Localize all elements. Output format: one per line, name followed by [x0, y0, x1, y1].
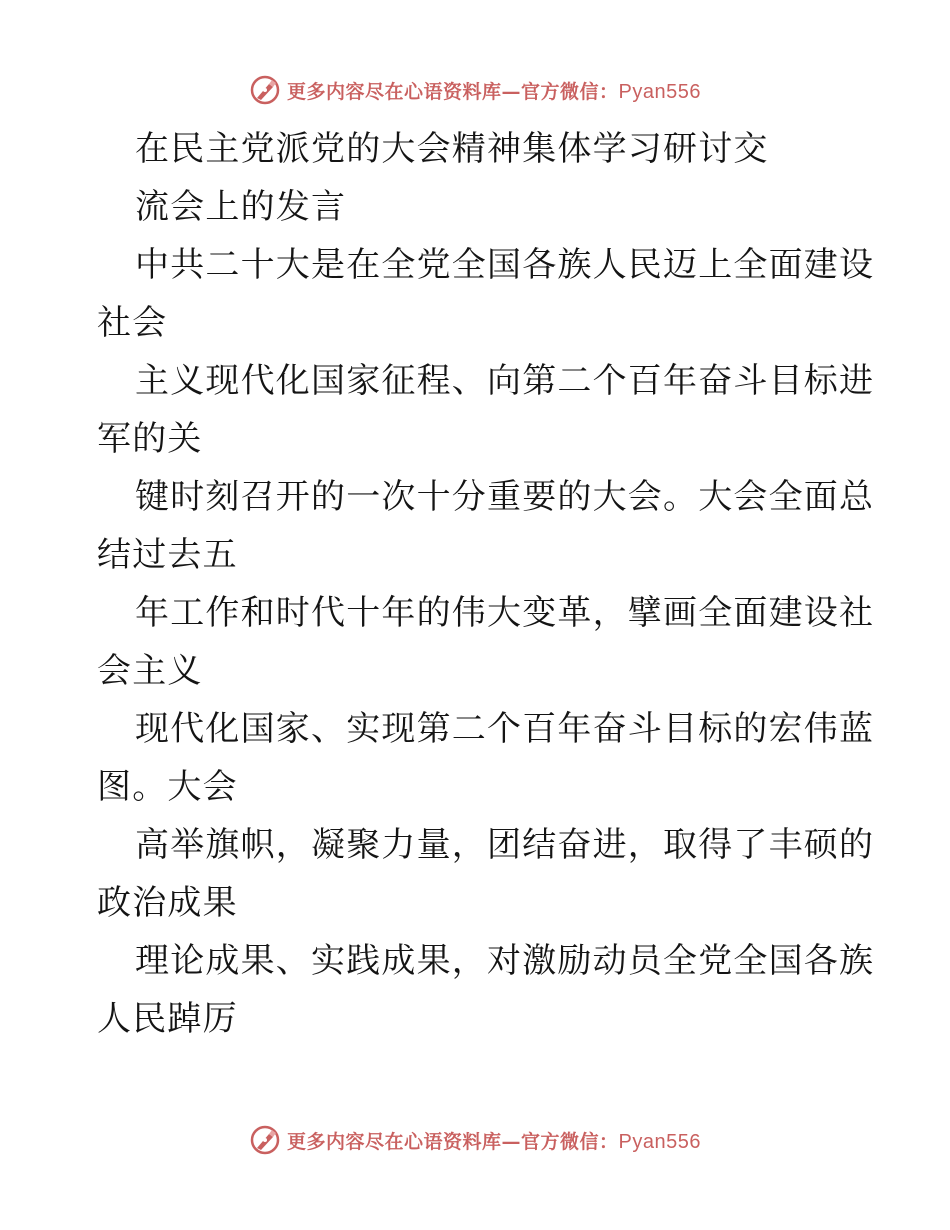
text-line: 政治成果: [97, 883, 238, 923]
text-line: 理论成果、实践成果，对激励动员全党全国各族: [135, 941, 875, 981]
header-banner: [0, 70, 950, 110]
text-line: 中共二十大是在全党全国各族人民迈上全面建设: [135, 245, 875, 285]
banner-wechat-id: Pyan556: [618, 1130, 701, 1153]
banner-text-cn: 更多内容尽在心语资料库—官方微信：: [287, 80, 619, 103]
text-line: 现代化国家、实现第二个百年奋斗目标的宏伟蓝: [135, 709, 875, 749]
banner-wechat-id: Pyan556: [618, 80, 701, 103]
pen-logo-icon: [249, 74, 281, 106]
text-line: 键时刻召开的一次十分重要的大会。大会全面总: [135, 477, 875, 517]
banner-text: [287, 1127, 701, 1154]
text-line: 主义现代化国家征程、向第二个百年奋斗目标进: [135, 361, 875, 401]
document-body: [97, 120, 875, 1048]
text-line: 在民主党派党的大会精神集体学习研讨交: [135, 129, 769, 169]
text-line: 年工作和时代十年的伟大变革，擘画全面建设社: [135, 593, 875, 633]
text-line: 人民踔厉: [97, 999, 238, 1039]
text-line: 会主义: [97, 651, 203, 691]
text-line: 高举旗帜，凝聚力量，团结奋进，取得了丰硕的: [135, 825, 875, 865]
text-line: 图。大会: [97, 767, 238, 807]
text-line: 结过去五: [97, 535, 238, 575]
text-line: 军的关: [97, 419, 203, 459]
text-line: 流会上的发言: [135, 187, 347, 227]
footer-banner: [0, 1120, 950, 1160]
banner-text: [287, 77, 701, 104]
banner-text-cn: 更多内容尽在心语资料库—官方微信：: [287, 1130, 619, 1153]
pen-logo-icon: [249, 1124, 281, 1156]
text-line: 社会: [97, 303, 168, 343]
